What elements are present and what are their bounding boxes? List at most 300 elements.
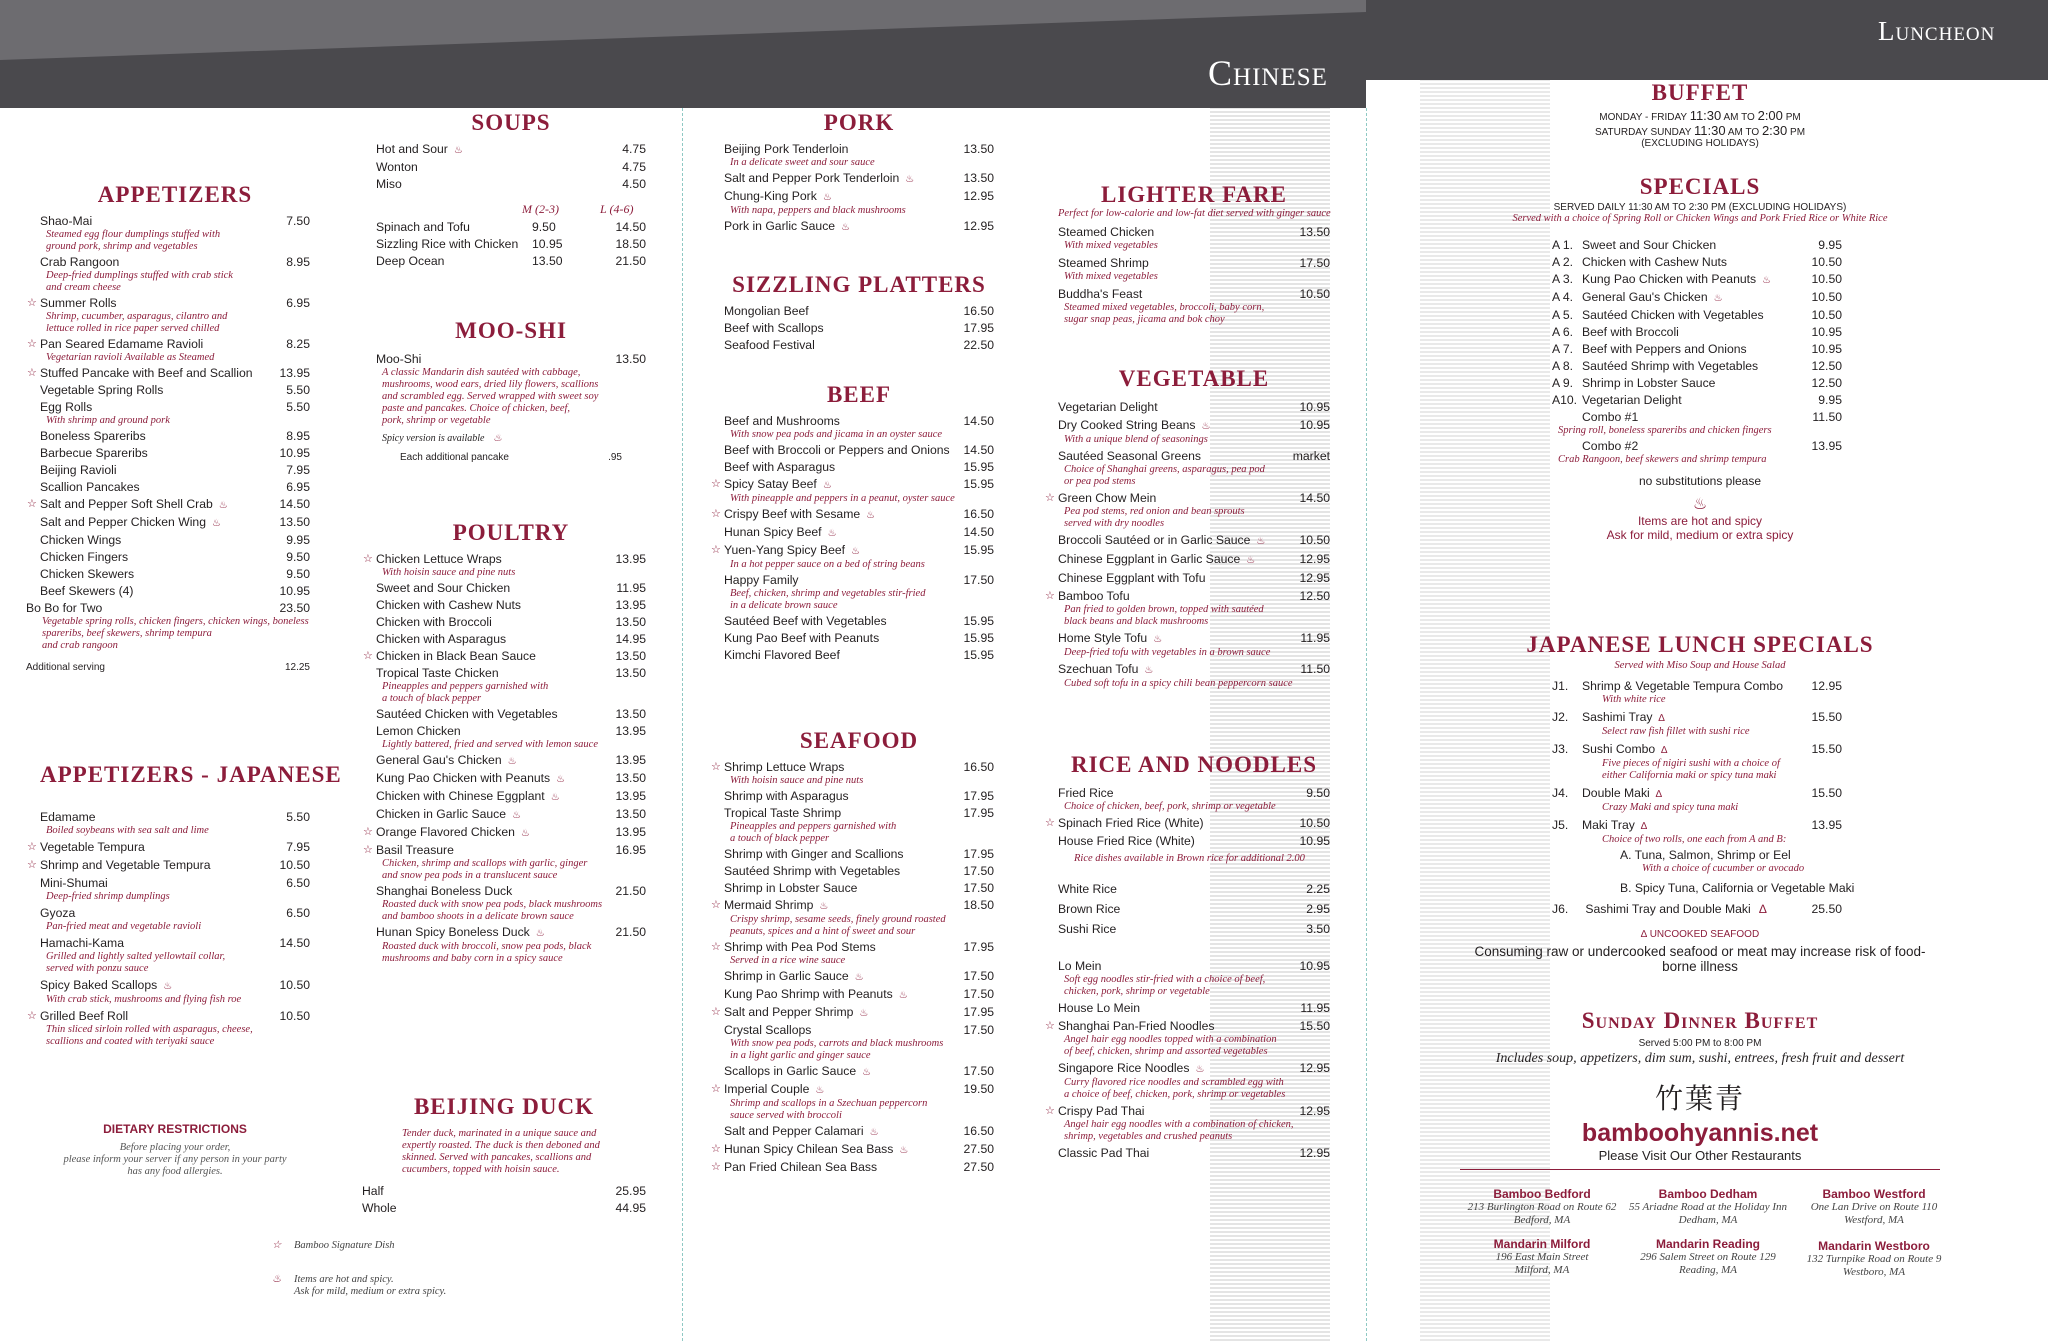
menu-item [362, 1184, 646, 1199]
section-title: MOO-SHI [455, 318, 567, 343]
item-name: Shrimp and Vegetable Tempura [40, 858, 211, 872]
item-price: 6.95 [286, 480, 310, 494]
item-price: 21.50 [615, 884, 646, 898]
appetizers-list [27, 214, 310, 599]
item-name: Chicken in Black Bean Sauce [376, 649, 536, 663]
section-title: VEGETABLE [1118, 366, 1270, 391]
item-name: Fried Rice [1058, 786, 1114, 800]
star-icon: ☆ [711, 761, 721, 773]
item-price: 15.95 [963, 614, 994, 628]
hot-spicy-icon: ♨ [1713, 293, 1723, 304]
menu-item [724, 648, 994, 663]
item-price: 16.50 [963, 507, 994, 521]
item-name: Moo-Shi [376, 352, 422, 366]
item-description: Thin sliced sirloin rolled with asparagus, cheese, scallions and coated with teriyaki sauce [46, 1024, 253, 1047]
buffet-section [1560, 80, 1840, 149]
item-price: 7.95 [286, 840, 310, 854]
item-name: Brown Rice [1058, 902, 1121, 916]
lighter-list [1058, 225, 1330, 326]
item-price: 15.95 [963, 543, 994, 557]
restaurant-address: 132 Turnpike Road on Route 9 Westboro, MA [1806, 1253, 1942, 1278]
item-name: Hamachi-Kama [40, 936, 124, 950]
raw-seafood-icon: ∆ [1759, 902, 1767, 916]
item-name: Buddha's Feast [1058, 287, 1143, 301]
item-name: Grilled Beef Roll [40, 1009, 129, 1023]
item-name: Chicken with Cashew Nuts [1582, 255, 1727, 269]
item-price: 12.95 [1811, 679, 1842, 693]
item-description: With mixed vegetables [1064, 240, 1158, 251]
menu-item [40, 463, 310, 478]
buffet-start: 11:30 [1689, 108, 1722, 123]
hot-spicy-icon: ♨ [905, 174, 915, 185]
item-price: 4.75 [622, 142, 646, 156]
hot-spicy-icon: ♨ [1246, 555, 1256, 566]
additional-price: 12.25 [284, 662, 310, 673]
item-price: 22.50 [963, 338, 994, 352]
item-price: 10.50 [1811, 308, 1842, 322]
buffet-end: 2:00 [1757, 108, 1783, 123]
item-description: With pineapple and peppers in a peanut, oyster sauce [730, 493, 955, 504]
item-description: Five pieces of nigiri sushi with a choice of either California maki or spicy tuna maki [1602, 758, 1780, 781]
item-name: Tropical Taste Shrimp [724, 806, 842, 820]
item-price: 13.95 [615, 552, 646, 566]
hot-spicy-icon: ♨ [866, 510, 876, 521]
item-name: White Rice [1058, 882, 1117, 896]
item-name: Sautéed Shrimp with Vegetables [724, 864, 901, 878]
item-name: Spinach Fried Rice (White) [1058, 816, 1204, 830]
star-icon: ☆ [1045, 492, 1055, 504]
specials-section [1480, 174, 1920, 542]
item-price: 10.50 [1811, 272, 1842, 286]
hot-spicy-icon: ♨ [898, 990, 908, 1001]
menu-item [1058, 1001, 1330, 1016]
vegetable-section [1045, 366, 1330, 690]
hot-spicy-icon: ♨ [512, 810, 522, 821]
item-price: 2.25 [1306, 882, 1330, 896]
hot-spicy-icon: ♨ [841, 222, 851, 233]
star-icon: ☆ [27, 297, 37, 309]
star-icon: ☆ [363, 553, 373, 565]
item-price: 10.50 [1299, 533, 1330, 547]
item-description: Roasted duck with broccoli, snow pea pods, black mushrooms and baby corn in a spicy sauce [382, 941, 592, 964]
item-price: 9.95 [1818, 238, 1842, 252]
item-name: Crystal Scallops [724, 1023, 812, 1037]
item-name: Sushi Combo [1582, 742, 1656, 756]
item-price: 13.95 [1811, 818, 1842, 832]
item-name: Sautéed Chicken with Vegetables [376, 707, 558, 721]
menu-item [724, 789, 994, 804]
item-name: Combo #2 [1582, 439, 1639, 453]
hot-spicy-icon: ♨ [272, 1274, 282, 1285]
item-name: Beef with Broccoli [1582, 325, 1679, 339]
item-name: General Gau's Chicken [1582, 290, 1708, 304]
item-name: General Gau's Chicken [376, 753, 502, 767]
item-description: With snow pea pods and jicama in an oyster sauce [730, 429, 943, 440]
item-name: Beef with Asparagus [724, 460, 836, 474]
menu-item [711, 760, 994, 775]
item-name: Stuffed Pancake with Beef and Scallion [40, 366, 253, 380]
item-price: 13.95 [615, 724, 646, 738]
menu-item [40, 567, 310, 582]
item-description: Lightly battered, fried and served with lemon sauce [382, 739, 598, 750]
item-description: Cubed soft tofu in a spicy chili bean peppercorn sauce [1064, 678, 1293, 689]
item-name: Beijing Ravioli [40, 463, 117, 477]
menu-item [1552, 818, 1842, 834]
item-name: Mongolian Beef [724, 304, 809, 318]
menu-item [1045, 816, 1330, 831]
menu-item [1045, 589, 1330, 604]
restaurant-name: Mandarin Milford [1493, 1237, 1591, 1251]
menu-item [1552, 359, 1842, 374]
item-price: 12.95 [1299, 1146, 1330, 1160]
item-name: Beef with Broccoli or Peppers and Onions [724, 443, 950, 457]
item-name: Broccoli Sautéed or in Garlic Sauce [1058, 533, 1251, 547]
item-price: 12.95 [1299, 1104, 1330, 1118]
item-description: With crab stick, mushrooms and flying fish roe [46, 994, 242, 1005]
item-price-large: 18.50 [615, 237, 646, 251]
item-name: Shrimp in Lobster Sauce [724, 881, 858, 895]
item-name: Salt and Pepper Shrimp [724, 1005, 854, 1019]
item-code: A 6. [1552, 325, 1574, 339]
item-description: With white rice [1602, 694, 1666, 705]
soups-section [376, 110, 646, 269]
item-name: Double Maki [1582, 786, 1650, 800]
item-name: Bamboo Tofu [1058, 589, 1130, 603]
japanese-specials-section [1470, 632, 1930, 974]
item-price: 13.50 [615, 666, 646, 680]
duck-prices [362, 1184, 646, 1216]
item-price: 23.50 [279, 601, 310, 615]
hot-spicy-icon: ♨ [869, 1127, 879, 1138]
menu-item [724, 525, 994, 541]
buffet-pm: PM [1785, 112, 1801, 123]
hot-spicy-icon: ♨ [211, 518, 221, 529]
item-name: Vegetable Tempura [40, 840, 145, 854]
item-name: Maki Tray [1582, 818, 1635, 832]
menu-item [27, 858, 310, 873]
menu-item [1058, 225, 1330, 240]
item-name: Salt and Pepper Pork Tenderloin [724, 171, 900, 185]
restaurant-entry [1618, 1238, 1798, 1277]
sunday-time: Served 5:00 PM to 8:00 PM [1638, 1038, 1762, 1049]
item-name: Sautéed Seasonal Greens [1058, 449, 1201, 463]
item-price: 12.95 [1299, 552, 1330, 566]
menu-item [376, 177, 646, 192]
item-name: Spicy Baked Scallops [40, 978, 158, 992]
item-code: A 3. [1552, 272, 1574, 286]
item-name: Mermaid Shrimp [724, 898, 814, 912]
item-price: 13.95 [1811, 439, 1842, 453]
restaurant-address: One Lan Drive on Route 110 Westford, MA [1810, 1201, 1938, 1226]
item-price: 3.50 [1306, 922, 1330, 936]
menu-item [376, 925, 646, 941]
item-price: market [1292, 449, 1330, 463]
sizzling-section [724, 272, 994, 353]
section-title: SIZZLING PLATTERS [732, 272, 986, 297]
section-title: BEEF [826, 382, 892, 407]
star-icon: ☆ [363, 826, 373, 838]
item-price-large: 14.50 [615, 220, 646, 234]
moshi-section [376, 318, 646, 463]
item-price: 13.50 [615, 707, 646, 721]
hot-spicy-icon: ♨ [1692, 496, 1708, 513]
menu-item [376, 707, 646, 722]
sunday-buffet-section [1460, 1008, 1940, 1170]
item-name: Lo Mein [1058, 959, 1102, 973]
menu-item [1058, 922, 1330, 937]
pork-section [724, 110, 994, 235]
menu-item [1552, 710, 1842, 726]
item-name: Sautéed Beef with Vegetables [724, 614, 887, 628]
item-description: Chicken, shrimp and scallops with garlic, ginger and snow pea pods in a translucent sauce [382, 858, 588, 881]
item-price: 15.95 [963, 648, 994, 662]
menu-item [376, 632, 646, 647]
item-price: 14.95 [615, 632, 646, 646]
header-chinese-title: Chinese [1208, 53, 1328, 93]
item-price: 13.95 [615, 789, 646, 803]
uncooked-legend: ∆ UNCOOKED SEAFOOD [1640, 929, 1760, 940]
item-name: Crispy Beef with Sesame [724, 507, 861, 521]
menu-item [724, 987, 994, 1003]
menu-item [40, 906, 310, 921]
menu-item [1058, 662, 1330, 678]
menu-item [711, 507, 994, 523]
menu-item [362, 1201, 646, 1216]
hot-spicy-icon: ♨ [854, 972, 864, 983]
item-description: Curry flavored rice noodles and scrambled egg with a choice of beef, chicken, pork, shrimp or vegetables [1064, 1077, 1286, 1100]
item-price: 6.50 [286, 906, 310, 920]
japanese-list [1552, 679, 1842, 846]
item-name: Shao-Mai [40, 214, 93, 228]
menu-item [1058, 959, 1330, 974]
item-price: 16.50 [963, 1124, 994, 1138]
menu-item [40, 446, 310, 461]
hot-note-2: Ask for mild, medium or extra spicy [1606, 528, 1794, 542]
legend-hot [272, 1262, 532, 1298]
item-price: 19.50 [963, 1082, 994, 1096]
maki-option-a-desc: With a choice of cucumber or avocado [1642, 863, 1805, 874]
item-price: 12.50 [1299, 589, 1330, 603]
item-price: 10.50 [279, 858, 310, 872]
item-description: Soft egg noodles stir-fried with a choice of beef, chicken, pork, shrimp or vegetable [1064, 974, 1266, 997]
legend-section [272, 1240, 532, 1298]
item-price: 16.50 [963, 304, 994, 318]
restaurant-entry [1784, 1240, 1964, 1279]
menu-item [40, 480, 310, 495]
menu-item [724, 189, 994, 205]
menu-item [1045, 491, 1330, 506]
item-description: Pan-fried meat and vegetable ravioli [46, 921, 202, 932]
beef-section [711, 382, 994, 663]
item-price: 17.50 [963, 987, 994, 1001]
section-title: BEIJING DUCK [413, 1094, 595, 1119]
vegetable-list [1045, 400, 1330, 690]
section-title: BUFFET [1651, 80, 1749, 105]
restaurant-entry [1784, 1188, 1964, 1227]
item-description: Beef, chicken, shrimp and vegetables stir-fried in a delicate brown sauce [730, 588, 926, 611]
item-price: 17.95 [963, 321, 994, 335]
item-price: 17.95 [963, 847, 994, 861]
item-price: 14.50 [963, 525, 994, 539]
item-price: 12.95 [963, 219, 994, 233]
item-name: Shrimp & Vegetable Tempura Combo [1582, 679, 1783, 693]
menu-item [1058, 449, 1330, 464]
spicy-note-text: Spicy version is available [382, 433, 485, 444]
item-price: 10.50 [1811, 290, 1842, 304]
item-name: Orange Flavored Chicken [376, 825, 515, 839]
item-price: 10.95 [1299, 418, 1330, 432]
item-name: Shrimp with Pea Pod Stems [724, 940, 876, 954]
duck-description: Tender duck, marinated in a unique sauce and expertly roasted. The duck is then deboned and skinned. Served with pancakes, scallions and cucumbers, topped with hoisin sauce. [402, 1128, 600, 1175]
item-price: 9.50 [1306, 786, 1330, 800]
item-price: 10.50 [279, 978, 310, 992]
item-price: 9.95 [286, 533, 310, 547]
menu-item [1058, 902, 1330, 917]
item-name: Shrimp with Asparagus [724, 789, 849, 803]
buffet-holidays: (EXCLUDING HOLIDAYS) [1641, 138, 1759, 149]
item-description: Angel hair egg noodles with a combination of chicken, shrimp, vegetables and crushed peanuts [1064, 1119, 1294, 1142]
menu-item [1058, 552, 1330, 568]
menu-item [40, 429, 310, 444]
item-code: A 2. [1552, 255, 1574, 269]
item-price: 13.50 [963, 142, 994, 156]
item-name: Chicken with Broccoli [376, 615, 492, 629]
item-name: Spicy Satay Beef [724, 477, 817, 491]
item-name: Home Style Tofu [1058, 631, 1148, 645]
menu-item [1552, 679, 1842, 694]
legend-hot-text: Items are hot and spicy. Ask for mild, medium or extra spicy. [294, 1274, 447, 1297]
moshi-spicy-note [376, 433, 646, 444]
raw-seafood-icon: ∆ [1661, 745, 1668, 756]
item-name: Salt and Pepper Chicken Wing [40, 515, 206, 529]
noodle-list [1045, 959, 1330, 1161]
buffet-am-to: AM TO [1727, 127, 1760, 138]
item-name: Chicken Wings [40, 533, 122, 547]
item-name: Happy Family [724, 573, 799, 587]
menu-item [724, 171, 994, 187]
section-title: POULTRY [452, 520, 570, 545]
additional-serving [26, 662, 310, 673]
hot-spicy-icon: ♨ [218, 500, 228, 511]
hot-spicy-icon: ♨ [453, 145, 463, 156]
item-name: Shanghai Boneless Duck [376, 884, 513, 898]
item-price: 25.95 [615, 1184, 646, 1198]
item-description: Choice of two rolls, one each from A and B: [1602, 834, 1787, 845]
menu-item [711, 898, 994, 914]
menu-item [376, 220, 646, 235]
buffet-days: MONDAY - FRIDAY [1599, 112, 1687, 123]
star-icon: ☆ [27, 841, 37, 853]
menu-item [376, 807, 646, 823]
item-name: Pork in Garlic Sauce [724, 219, 836, 233]
menu-item [40, 810, 310, 825]
item-description: Steamed egg flour dumplings stuffed with ground pork, shrimp and vegetables [46, 229, 221, 252]
item-code: J2. [1552, 710, 1569, 724]
item-price: 15.50 [1811, 710, 1842, 724]
item-code: J1. [1552, 679, 1569, 693]
soups-sized-list [376, 220, 646, 269]
item-name: Chicken with Cashew Nuts [376, 598, 521, 612]
menu-item [40, 876, 310, 891]
menu-item [376, 724, 646, 739]
section-title: SOUPS [471, 110, 551, 135]
maki-option-b: B. Spicy Tuna, California or Vegetable Maki [1620, 881, 1855, 895]
item-code: A 8. [1552, 359, 1574, 373]
item-name: House Fried Rice (White) [1058, 834, 1195, 848]
buffet-weekend [1560, 123, 1840, 138]
menu-item [376, 237, 646, 252]
item-name: Dry Cooked String Beans [1058, 418, 1196, 432]
buffet-end: 2:30 [1761, 123, 1788, 138]
star-icon: ☆ [27, 498, 37, 510]
item-name: Shanghai Pan-Fried Noodles [1058, 1019, 1215, 1033]
appetizers-japanese-list [27, 810, 310, 1048]
item-name: Basil Treasure [376, 843, 454, 857]
menu-item [1552, 272, 1842, 288]
item-name: Miso [376, 177, 402, 191]
lighter-note: Perfect for low-calorie and low-fat diet served with ginger sauce [1058, 208, 1331, 219]
lighter-fare-section [1058, 182, 1330, 326]
hot-spicy-icon: ♨ [163, 981, 173, 992]
item-name: Vegetarian Delight [1582, 393, 1682, 407]
buffet-weekday [1560, 108, 1840, 123]
menu-item [376, 142, 646, 158]
menu-item [40, 255, 310, 270]
item-description: In a hot pepper sauce on a bed of string beans [730, 559, 925, 570]
menu-item [711, 1005, 994, 1021]
menu-item [376, 615, 646, 630]
item-description: Pea pod stems, red onion and bean sprouts served with dry noodles [1064, 506, 1245, 529]
item-description: Vegetable spring rolls, chicken fingers, chicken wings, boneless spareribs, beef skewers, shrimp tempura and crab rangoon [42, 616, 309, 651]
item-price: 10.50 [1811, 255, 1842, 269]
menu-item [724, 1124, 994, 1140]
item-name: Sushi Rice [1058, 922, 1117, 936]
star-icon: ☆ [27, 367, 37, 379]
item-description: Crispy shrimp, sesame seeds, finely ground roasted peanuts, spices and a hint of sweet and sour [730, 914, 946, 937]
website-link[interactable]: bamboohyannis.net [1581, 1119, 1819, 1147]
item-name: Shrimp in Lobster Sauce [1582, 376, 1716, 390]
menu-item [1058, 786, 1330, 801]
item-price: 10.95 [1811, 342, 1842, 356]
menu-item [376, 884, 646, 899]
item-price: 15.50 [1811, 786, 1842, 800]
hot-note-1: Items are hot and spicy [1637, 514, 1763, 528]
beijing-duck-section [362, 1094, 646, 1216]
hot-spicy-icon: ♨ [862, 1067, 872, 1078]
menu-item [27, 1009, 310, 1024]
item-price: 13.50 [615, 615, 646, 629]
item-price: 11.95 [1300, 1001, 1330, 1015]
item-name: Bo Bo for Two [26, 601, 103, 615]
section-title: SEAFOOD [799, 728, 919, 753]
item-name: Sautéed Shrimp with Vegetables [1582, 359, 1759, 373]
item-name: Mini-Shumai [40, 876, 108, 890]
menu-item [40, 515, 310, 531]
item-name: Summer Rolls [40, 296, 117, 310]
item-code: J3. [1552, 742, 1569, 756]
item-name: Yuen-Yang Spicy Beef [724, 543, 846, 557]
raw-warning: Consuming raw or undercooked seafood or meat may increase risk of food-borne illness [1474, 944, 1926, 974]
item-price: 17.50 [963, 864, 994, 878]
item-name: Kung Pao Chicken with Peanuts [1582, 272, 1757, 286]
pork-list [724, 142, 994, 235]
item-description: Deep-fried dumplings stuffed with crab stick and cream cheese [46, 270, 233, 293]
item-price: 9.50 [286, 550, 310, 564]
star-icon: ☆ [711, 544, 721, 556]
menu-item [1058, 571, 1330, 586]
appetizers-japanese-section [27, 762, 342, 1048]
item-description: Choice of chicken, beef, pork, shrimp or vegetable [1064, 801, 1276, 812]
